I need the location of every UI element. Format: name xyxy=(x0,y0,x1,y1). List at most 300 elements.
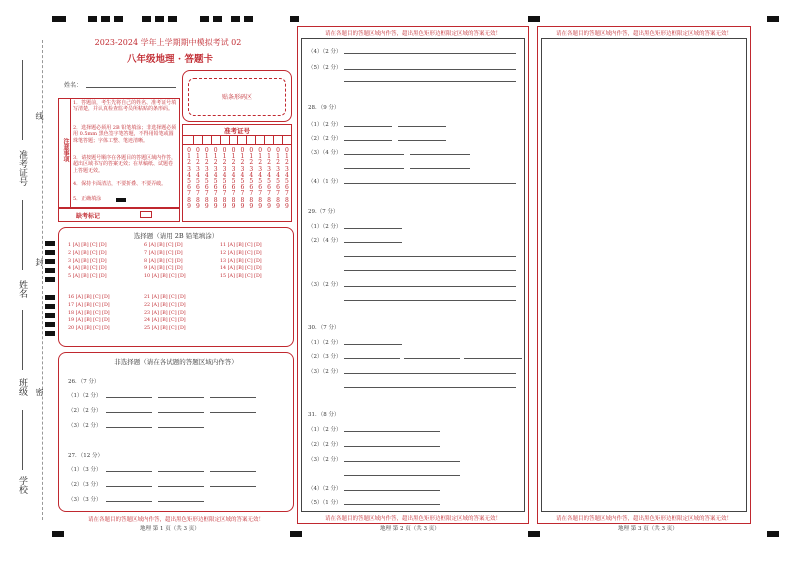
page-footer: 地理 第 3 页（共 3 页） xyxy=(618,526,678,532)
timing-mark xyxy=(114,16,123,22)
question-30: 30．（7 分） xyxy=(308,325,340,331)
ticket-digit-bubble[interactable]: 2 xyxy=(213,159,218,167)
question-31: 31．（8 分） xyxy=(308,412,340,418)
ticket-digit-bubble[interactable]: 1 xyxy=(204,153,209,161)
timing-mark xyxy=(45,250,55,255)
ticket-digit-bubble[interactable]: 0 xyxy=(222,147,227,154)
question-part: （3）（2 分） xyxy=(308,369,342,375)
side-banji-line xyxy=(22,310,23,370)
answer-line[interactable] xyxy=(344,228,402,229)
ticket-digit-bubble[interactable]: 6 xyxy=(240,184,245,192)
ticket-digit-bubble[interactable]: 8 xyxy=(187,196,191,204)
answer-line[interactable] xyxy=(210,412,256,413)
ticket-digit-bubble[interactable]: 4 xyxy=(258,171,263,179)
ticket-digit-bubble[interactable]: 1 xyxy=(276,153,280,161)
ticket-digit-column[interactable] xyxy=(238,148,246,210)
ticket-column-divider xyxy=(282,135,283,145)
choice-item[interactable]: 7 [A] [B] [C] [D] xyxy=(144,250,183,256)
notice-divider xyxy=(70,98,71,208)
ticket-digit-bubble[interactable]: 9 xyxy=(195,202,200,210)
ticket-digit-bubble[interactable]: 1 xyxy=(195,153,200,161)
answer-line[interactable] xyxy=(158,412,204,413)
ticket-digit-bubble[interactable]: 7 xyxy=(249,190,254,198)
absent-label: 缺考标记 xyxy=(76,213,101,220)
ticket-digit-bubble[interactable]: 5 xyxy=(213,178,218,186)
name-field[interactable] xyxy=(86,87,176,88)
answer-line[interactable] xyxy=(344,168,404,169)
choice-item[interactable]: 12 [A] [B] [C] [D] xyxy=(220,250,262,256)
ticket-digit-bubble[interactable]: 4 xyxy=(187,171,191,179)
answer-line[interactable] xyxy=(398,140,446,141)
answer-line[interactable] xyxy=(344,373,516,374)
ticket-digit-bubble[interactable]: 3 xyxy=(222,165,227,173)
warning-text: 请在各题目的答题区域内作答，超出黑色矩形边框限定区域的答案无效！ xyxy=(555,516,732,522)
ticket-digit-bubble[interactable]: 9 xyxy=(222,202,227,210)
choice-item[interactable]: 9 [A] [B] [C] [D] xyxy=(144,266,183,272)
ticket-column-divider xyxy=(246,135,247,145)
answer-line[interactable] xyxy=(344,140,392,141)
ticket-digit-bubble[interactable]: 1 xyxy=(249,153,254,161)
question-part: （3）（4 分） xyxy=(308,150,342,156)
answer-line[interactable] xyxy=(344,300,516,301)
timing-mark xyxy=(213,16,222,22)
choice-item[interactable]: 14 [A] [B] [C] [D] xyxy=(220,266,262,272)
ticket-digit-bubble[interactable]: 3 xyxy=(267,165,271,173)
ticket-digit-bubble[interactable]: 4 xyxy=(195,171,200,179)
ticket-digit-bubble[interactable]: 3 xyxy=(276,165,280,173)
ticket-digit-bubble[interactable]: 7 xyxy=(258,190,263,198)
absent-checkbox[interactable] xyxy=(140,211,152,218)
side-label-ticket: 准考证号 xyxy=(17,150,27,186)
ticket-digit-bubble[interactable]: 2 xyxy=(231,159,236,167)
question-27: 27．（12 分） xyxy=(68,453,103,459)
question-29: 29.（7 分） xyxy=(308,209,339,215)
warning-text: 请在各题目的答题区域内作答，超出黑色矩形边框限定区域的答案无效！ xyxy=(87,517,264,523)
ticket-digit-bubble[interactable]: 4 xyxy=(222,171,227,179)
ticket-digit-column[interactable] xyxy=(247,148,255,210)
ticket-digit-bubble[interactable]: 1 xyxy=(187,153,191,161)
timing-mark xyxy=(101,16,110,22)
choice-item[interactable]: 4 [A] [B] [C] [D] xyxy=(68,266,107,272)
ticket-digit-bubble[interactable]: 8 xyxy=(258,196,263,204)
ticket-digit-bubble[interactable]: 5 xyxy=(267,178,271,186)
exam-title: 2023-2024 学年上学期期中模拟考试 02 xyxy=(94,38,242,47)
timing-mark xyxy=(88,16,97,22)
answer-line[interactable] xyxy=(410,168,470,169)
answer-line[interactable] xyxy=(344,154,404,155)
ticket-digit-bubble[interactable]: 6 xyxy=(187,184,191,192)
choice-item[interactable]: 10 [A] [B] [C] [D] xyxy=(144,274,186,280)
ticket-digit-bubble[interactable]: 5 xyxy=(222,178,227,186)
ticket-digit-bubble[interactable]: 6 xyxy=(213,184,218,192)
nonchoice-section xyxy=(58,352,294,512)
answer-line[interactable] xyxy=(158,471,204,472)
answer-line[interactable] xyxy=(344,490,440,491)
timing-mark xyxy=(52,531,64,537)
answer-line[interactable] xyxy=(344,387,516,388)
answer-line[interactable] xyxy=(106,486,152,487)
warning-text: 请在各题目的答题区域内作答，超出黑色矩形边框限定区域的答案无效！ xyxy=(555,31,732,37)
ticket-digit-bubble[interactable]: 0 xyxy=(276,147,280,154)
ticket-digit-bubble[interactable]: 2 xyxy=(222,159,227,167)
ticket-digit-column[interactable] xyxy=(185,148,193,210)
ticket-digit-bubble[interactable]: 0 xyxy=(284,147,289,154)
choice-item[interactable]: 21 [A] [B] [C] [D] xyxy=(144,295,186,300)
choice-item[interactable]: 17 [A] [B] [C] [D] xyxy=(68,302,110,308)
timing-mark xyxy=(528,16,540,22)
ticket-digit-bubble[interactable]: 2 xyxy=(240,159,245,167)
choice-item[interactable]: 13 [A] [B] [C] [D] xyxy=(220,258,262,264)
question-part: （2）（2 分） xyxy=(68,408,102,414)
notice-item: 4．保持卡面清洁，不要折叠、不要弄破。 xyxy=(73,181,167,187)
choice-item[interactable]: 23 [A] [B] [C] [D] xyxy=(144,310,186,316)
ticket-digit-bubble[interactable]: 3 xyxy=(204,165,209,173)
ticket-digit-bubble[interactable]: 6 xyxy=(258,184,263,192)
ticket-column-divider xyxy=(237,135,238,145)
answer-line[interactable] xyxy=(344,126,392,127)
ticket-digit-bubble[interactable]: 0 xyxy=(258,147,263,154)
answer-line[interactable] xyxy=(158,501,204,502)
notice-item: 1．答题前，考生先将自己的姓名、准考证号填写清楚，并认真检查监考员所粘贴的条形码。 xyxy=(73,100,177,113)
answer-line[interactable] xyxy=(410,154,470,155)
answer-line[interactable] xyxy=(344,461,460,462)
ticket-digit-bubble[interactable]: 3 xyxy=(240,165,245,173)
question-part: （1）（2 分） xyxy=(308,224,342,230)
ticket-digit-bubble[interactable]: 2 xyxy=(204,159,209,167)
ticket-digit-bubble[interactable]: 8 xyxy=(195,196,200,204)
answer-line[interactable] xyxy=(106,397,152,398)
notice-item: 3．请按题号顺序在各题目的答题区域内作答，超出区域书写的答案无效；在草稿纸、试题卷上答题无效。 xyxy=(73,155,177,174)
choice-item[interactable]: 19 [A] [B] [C] [D] xyxy=(68,318,110,324)
answer-line[interactable] xyxy=(344,270,516,271)
side-label-xian: 线 xyxy=(35,112,44,120)
ticket-digit-bubble[interactable]: 7 xyxy=(284,190,289,198)
ticket-digit-bubble[interactable]: 5 xyxy=(240,178,245,186)
ticket-digit-column[interactable] xyxy=(203,148,211,210)
answer-line[interactable] xyxy=(404,358,460,359)
barcode-label: 贴条形码区 xyxy=(221,94,252,101)
ticket-digit-bubble[interactable]: 1 xyxy=(258,153,263,161)
question-part: （1）（3 分） xyxy=(68,467,102,473)
ticket-digit-bubble[interactable]: 4 xyxy=(267,171,271,179)
notice-box xyxy=(58,98,180,208)
timing-mark xyxy=(45,322,55,327)
question-part: （3）（3 分） xyxy=(68,497,102,503)
ticket-digit-bubble[interactable]: 5 xyxy=(195,178,200,186)
ticket-digit-bubble[interactable]: 8 xyxy=(222,196,227,204)
ticket-digit-bubble[interactable]: 7 xyxy=(187,190,191,198)
timing-mark xyxy=(45,331,55,336)
timing-mark xyxy=(290,531,302,537)
question-28: 28．（9 分） xyxy=(308,105,340,111)
answer-line[interactable] xyxy=(344,431,440,432)
ticket-digit-bubble[interactable]: 1 xyxy=(222,153,227,161)
answer-line[interactable] xyxy=(158,397,204,398)
choice-item[interactable]: 15 [A] [B] [C] [D] xyxy=(220,274,262,280)
ticket-digit-bubble[interactable]: 7 xyxy=(195,190,200,198)
ticket-digit-column[interactable] xyxy=(265,148,273,210)
ticket-digit-bubble[interactable]: 9 xyxy=(240,202,245,210)
question-part: （2）（3 分） xyxy=(308,354,342,360)
ticket-digit-bubble[interactable]: 8 xyxy=(213,196,218,204)
timing-mark xyxy=(200,16,209,22)
answer-line[interactable] xyxy=(158,427,204,428)
ticket-column-divider xyxy=(193,135,194,145)
ticket-digit-bubble[interactable]: 6 xyxy=(195,184,200,192)
answer-line[interactable] xyxy=(344,69,516,70)
ticket-digit-bubble[interactable]: 2 xyxy=(284,159,289,167)
answer-line[interactable] xyxy=(344,183,516,184)
ticket-digit-bubble[interactable]: 8 xyxy=(204,196,209,204)
ticket-digit-bubble[interactable]: 6 xyxy=(249,184,254,192)
ticket-digit-bubble[interactable]: 4 xyxy=(276,171,280,179)
answer-line[interactable] xyxy=(210,397,256,398)
choice-item[interactable]: 18 [A] [B] [C] [D] xyxy=(68,310,110,316)
ticket-digit-bubble[interactable]: 9 xyxy=(231,202,236,210)
side-ticket-line xyxy=(22,60,23,140)
answer-line[interactable] xyxy=(106,471,152,472)
answer-line[interactable] xyxy=(344,344,402,345)
ticket-digit-bubble[interactable]: 8 xyxy=(267,196,271,204)
ticket-digit-column[interactable] xyxy=(274,148,282,210)
side-label-mi: 密 xyxy=(35,388,44,396)
ticket-digit-bubble[interactable]: 3 xyxy=(258,165,263,173)
question-26: 26．（7 分） xyxy=(68,379,100,385)
timing-mark xyxy=(168,16,177,22)
question-part: （2）（2 分） xyxy=(308,136,342,142)
answer-line[interactable] xyxy=(344,286,516,287)
timing-mark xyxy=(45,304,55,309)
ticket-digit-bubble[interactable]: 8 xyxy=(276,196,280,204)
ticket-digit-bubble[interactable]: 0 xyxy=(187,147,191,154)
choice-item[interactable]: 8 [A] [B] [C] [D] xyxy=(144,258,183,264)
ticket-digit-bubble[interactable]: 5 xyxy=(187,178,191,186)
ticket-digit-bubble[interactable]: 7 xyxy=(276,190,280,198)
ticket-digit-bubble[interactable]: 8 xyxy=(284,196,289,204)
ticket-digit-bubble[interactable]: 0 xyxy=(213,147,218,154)
ticket-column-divider xyxy=(220,135,221,145)
ticket-digit-bubble[interactable]: 7 xyxy=(222,190,227,198)
answer-line[interactable] xyxy=(344,475,460,476)
ticket-column-divider xyxy=(229,135,230,145)
ticket-digit-column[interactable] xyxy=(256,148,264,210)
ticket-digit-bubble[interactable]: 9 xyxy=(204,202,209,210)
ticket-digit-bubble[interactable]: 3 xyxy=(231,165,236,173)
ticket-digit-bubble[interactable]: 1 xyxy=(231,153,236,161)
choice-item[interactable]: 1 [A] [B] [C] [D] xyxy=(68,243,107,248)
question-part: （1）（2 分） xyxy=(308,122,342,128)
ticket-digit-bubble[interactable]: 7 xyxy=(204,190,209,198)
ticket-digit-bubble[interactable]: 5 xyxy=(258,178,263,186)
answer-line[interactable] xyxy=(106,501,152,502)
page3-inner[interactable] xyxy=(541,38,747,512)
choice-item[interactable]: 3 [A] [B] [C] [D] xyxy=(68,258,107,264)
choice-item[interactable]: 11 [A] [B] [C] [D] xyxy=(220,243,262,248)
ticket-column-divider xyxy=(211,135,212,145)
timing-mark xyxy=(45,277,55,282)
ticket-digit-bubble[interactable]: 6 xyxy=(284,184,289,192)
ticket-digit-column[interactable] xyxy=(283,148,291,210)
timing-mark xyxy=(45,268,55,273)
ticket-digit-bubble[interactable]: 3 xyxy=(213,165,218,173)
question-part: （5）（1 分） xyxy=(308,500,342,506)
ticket-label: 准考证号 xyxy=(224,127,250,135)
ticket-digit-bubble[interactable]: 1 xyxy=(213,153,218,161)
answer-line[interactable] xyxy=(106,412,152,413)
choice-item[interactable]: 20 [A] [B] [C] [D] xyxy=(68,326,110,332)
ticket-digit-bubble[interactable]: 3 xyxy=(195,165,200,173)
ticket-digit-bubble[interactable]: 6 xyxy=(276,184,280,192)
ticket-digit-bubble[interactable]: 0 xyxy=(231,147,236,154)
answer-line[interactable] xyxy=(158,486,204,487)
ticket-digit-bubble[interactable]: 5 xyxy=(231,178,236,186)
choice-item[interactable]: 2 [A] [B] [C] [D] xyxy=(68,250,107,256)
ticket-digit-bubble[interactable]: 6 xyxy=(231,184,236,192)
ticket-digit-bubble[interactable]: 4 xyxy=(284,171,289,179)
ticket-digit-bubble[interactable]: 7 xyxy=(267,190,271,198)
ticket-digit-bubble[interactable]: 9 xyxy=(249,202,254,210)
timing-mark xyxy=(767,16,779,22)
ticket-digit-bubble[interactable]: 4 xyxy=(204,171,209,179)
ticket-digit-bubble[interactable]: 6 xyxy=(204,184,209,192)
question-part: （2）（3 分） xyxy=(68,482,102,488)
ticket-column-divider xyxy=(273,135,274,145)
side-label-school: 学校 xyxy=(17,476,27,494)
ticket-digit-bubble[interactable]: 2 xyxy=(187,159,191,167)
answer-line[interactable] xyxy=(344,53,516,54)
ticket-digit-bubble[interactable]: 8 xyxy=(231,196,236,204)
timing-mark xyxy=(767,531,779,537)
ticket-digit-bubble[interactable]: 6 xyxy=(222,184,227,192)
page-footer: 地理 第 2 页（共 3 页） xyxy=(380,526,440,532)
ticket-digit-bubble[interactable]: 0 xyxy=(195,147,200,154)
question-part: （1）（2 分） xyxy=(308,427,342,433)
choice-item[interactable]: 25 [A] [B] [C] [D] xyxy=(144,326,186,332)
answer-line[interactable] xyxy=(210,486,256,487)
ticket-digit-bubble[interactable]: 6 xyxy=(267,184,271,192)
ticket-digit-bubble[interactable]: 4 xyxy=(213,171,218,179)
ticket-digit-bubble[interactable]: 0 xyxy=(267,147,271,154)
answer-line[interactable] xyxy=(344,256,516,257)
timing-mark xyxy=(142,16,151,22)
timing-mark xyxy=(528,531,540,537)
choice-item[interactable]: 16 [A] [B] [C] [D] xyxy=(68,295,110,300)
ticket-digit-bubble[interactable]: 2 xyxy=(195,159,200,167)
ticket-digit-bubble[interactable]: 5 xyxy=(284,178,289,186)
side-label-name: 姓名 xyxy=(17,280,27,298)
question-part: （4）（2 分） xyxy=(308,486,342,492)
question-part: （4）（1 分） xyxy=(308,179,342,185)
answer-line[interactable] xyxy=(398,126,446,127)
ticket-digit-column[interactable] xyxy=(221,148,229,210)
ticket-digit-bubble[interactable]: 2 xyxy=(276,159,280,167)
answer-line[interactable] xyxy=(344,358,400,359)
answer-line[interactable] xyxy=(344,504,440,505)
question-part: （3）（2 分） xyxy=(308,457,342,463)
question-part: （2）（4 分） xyxy=(308,238,342,244)
ticket-digit-bubble[interactable]: 2 xyxy=(267,159,271,167)
answer-line[interactable] xyxy=(210,471,256,472)
ticket-digit-bubble[interactable]: 2 xyxy=(249,159,254,167)
ticket-digit-bubble[interactable]: 0 xyxy=(240,147,245,154)
ticket-digit-bubble[interactable]: 9 xyxy=(213,202,218,210)
answer-line[interactable] xyxy=(344,242,402,243)
ticket-column-divider xyxy=(202,135,203,145)
ticket-digit-bubble[interactable]: 3 xyxy=(249,165,254,173)
ticket-digit-bubble[interactable]: 5 xyxy=(276,178,280,186)
ticket-digit-bubble[interactable]: 9 xyxy=(284,202,289,210)
choice-item[interactable]: 5 [A] [B] [C] [D] xyxy=(68,274,107,280)
ticket-digit-bubble[interactable]: 4 xyxy=(249,171,254,179)
question-part: （4）（2 分） xyxy=(308,49,342,55)
question-part: （5）（2 分） xyxy=(308,65,342,71)
side-school-line xyxy=(22,410,23,470)
ticket-digit-bubble[interactable]: 9 xyxy=(276,202,280,210)
ticket-digit-bubble[interactable]: 1 xyxy=(267,153,271,161)
question-part: （1）（2 分） xyxy=(308,340,342,346)
ticket-digit-bubble[interactable]: 1 xyxy=(284,153,289,161)
ticket-digit-column[interactable] xyxy=(230,148,238,210)
ticket-digit-bubble[interactable]: 7 xyxy=(213,190,218,198)
warning-text: 请在各题目的答题区域内作答，超出黑色矩形边框限定区域的答案无效！ xyxy=(324,516,501,522)
timing-mark xyxy=(45,241,55,246)
choice-item[interactable]: 6 [A] [B] [C] [D] xyxy=(144,243,183,248)
ticket-digit-bubble[interactable]: 2 xyxy=(258,159,263,167)
ticket-digit-bubble[interactable]: 9 xyxy=(267,202,271,210)
question-part: （3）（2 分） xyxy=(68,423,102,429)
ticket-digit-bubble[interactable]: 0 xyxy=(249,147,254,154)
notice-title: 注意事项 xyxy=(62,138,69,162)
ticket-digit-column[interactable] xyxy=(212,148,220,210)
ticket-digit-column[interactable] xyxy=(194,148,202,210)
ticket-digit-bubble[interactable]: 9 xyxy=(187,202,191,210)
ticket-digit-bubble[interactable]: 9 xyxy=(258,202,263,210)
ticket-digit-bubble[interactable]: 0 xyxy=(204,147,209,154)
answer-line[interactable] xyxy=(106,427,152,428)
ticket-digit-bubble[interactable]: 4 xyxy=(240,171,245,179)
warning-text: 请在各题目的答题区域内作答，超出黑色矩形边框限定区域的答案无效！ xyxy=(324,31,501,37)
timing-mark xyxy=(45,259,55,264)
ticket-digit-bubble[interactable]: 1 xyxy=(240,153,245,161)
page-footer: 地理 第 1 页（共 3 页） xyxy=(140,526,200,532)
answer-line[interactable] xyxy=(344,81,516,82)
ticket-digit-bubble[interactable]: 3 xyxy=(187,165,191,173)
ticket-digit-bubble[interactable]: 7 xyxy=(240,190,245,198)
choice-item[interactable]: 22 [A] [B] [C] [D] xyxy=(144,302,186,308)
ticket-column-divider xyxy=(255,135,256,145)
answer-line[interactable] xyxy=(464,358,522,359)
ticket-digit-bubble[interactable]: 3 xyxy=(284,165,289,173)
exam-subtitle: 八年级地理 · 答题卡 xyxy=(127,54,213,65)
timing-mark xyxy=(52,16,66,22)
side-name-line xyxy=(22,200,23,270)
answer-line[interactable] xyxy=(344,446,440,447)
ticket-digit-bubble[interactable]: 7 xyxy=(231,190,236,198)
ticket-digit-bubble[interactable]: 5 xyxy=(249,178,254,186)
timing-mark xyxy=(290,16,299,22)
timing-mark xyxy=(231,16,240,22)
question-part: （2）（2 分） xyxy=(308,442,342,448)
ticket-digit-bubble[interactable]: 8 xyxy=(240,196,245,204)
choice-title: 选择题（请用 2B 铅笔填涂） xyxy=(133,232,219,240)
ticket-digit-bubble[interactable]: 8 xyxy=(249,196,254,204)
notice-item: 2．选择题必须用 2B 铅笔填涂；非选择题必须用 0.5mm 黑色签字笔答题，不得用铅笔或圆珠笔答题；字体工整、笔迹清晰。 xyxy=(73,125,177,144)
ticket-column-divider xyxy=(264,135,265,145)
ticket-digit-bubble[interactable]: 5 xyxy=(204,178,209,186)
ticket-digit-bubble[interactable]: 4 xyxy=(231,171,236,179)
choice-item[interactable]: 24 [A] [B] [C] [D] xyxy=(144,318,186,324)
side-label-feng: 封 xyxy=(35,258,44,266)
